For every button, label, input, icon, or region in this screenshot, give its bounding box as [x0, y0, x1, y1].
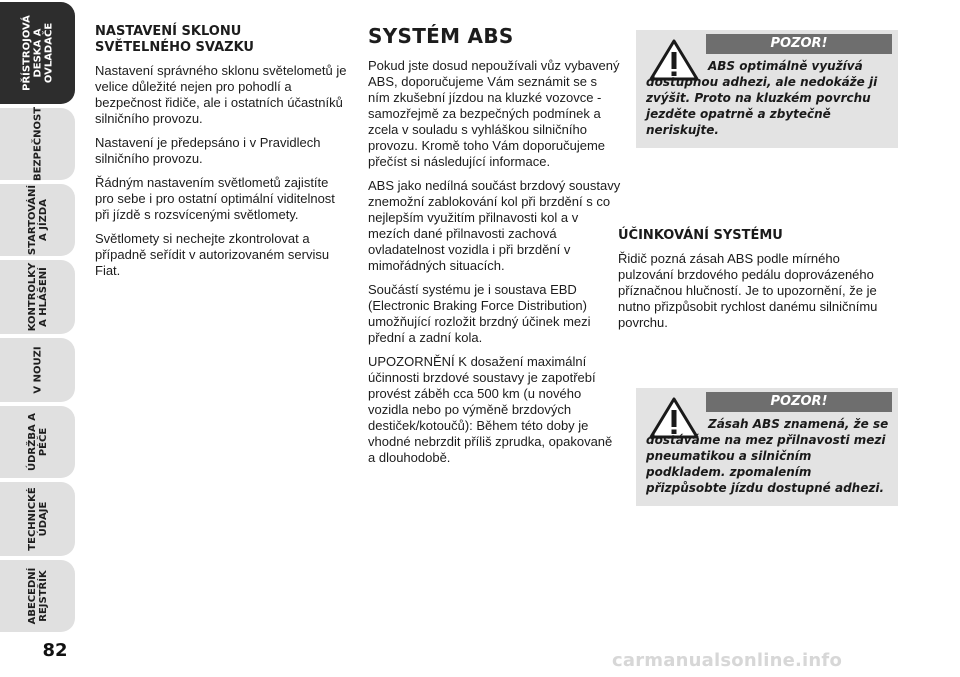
paragraph: UPOZORNĚNÍ K dosažení maximální účinnosti brzdové soustavy je zapotřebí provést záběh cca 500 km (u nového vozidla nebo po výměně brzdových destiček/kotoučů): Během této doby je vhodné nebrzdit příliš zprudka, opakovaně a dlouhodobě.: [368, 354, 613, 465]
tab-startovani[interactable]: [0, 184, 75, 256]
chapter-tabs: [0, 0, 80, 640]
tab-label: TECHNICKÉ ÚDAJE: [26, 487, 49, 551]
paragraph: Pokud jste dosud nepoužívali vůz vybavený ABS, doporučujeme Vám seznámit se s ním zkušební jízdou na kluzké vozovce - samozřejmě za bezpečných podmínek a zcela v souladu s vyhláškou silničního provozu. Kromě toho Vám doporučujeme přečíst si následující informace.: [368, 58, 620, 169]
warning-label: POZOR!: [706, 34, 892, 54]
abs-section: [368, 24, 622, 474]
paragraph: Nastavení správného sklonu světelometů je velice důležité nejen pro pohodlí a bezpečnost řidiče, ale i ostatních účastníků silničního provozu.: [95, 63, 347, 126]
tab-pristrojova-deska[interactable]: [0, 2, 75, 104]
page-title: SYSTÉM ABS: [368, 24, 514, 48]
tab-technicke-udaje[interactable]: [0, 482, 75, 556]
tab-kontrolky[interactable]: [0, 260, 75, 334]
paragraph: Nastavení je předepsáno i v Pravidlech silničního provozu.: [95, 135, 321, 166]
section-heading: NASTAVENÍ SKLONU SVĚTELNÉHO SVAZKU: [95, 24, 254, 55]
paragraph: Řidič pozná zásah ABS podle mírného pulzování brzdového pedálu doprovázeného příznačnou hlučností. Je to upozornění, že je nutno přizpůsobit rychlost danému silničnímu povrchu.: [618, 251, 878, 330]
tab-label: KONTROLKY A HLÁŠENÍ: [26, 262, 49, 332]
tab-label: BEZPEČNOST: [32, 106, 43, 182]
tab-label: PŘÍSTROJOVÁ DESKA A OVLADAČE: [21, 15, 54, 91]
headlight-section: [95, 24, 347, 287]
watermark: carmanualsonline.info: [612, 650, 843, 671]
page-number: 82: [42, 640, 68, 661]
tab-udrzba[interactable]: [0, 406, 75, 478]
paragraph: Světlomety si nechejte zkontrolovat a případně seřídit v autorizovaném servisu Fiat.: [95, 231, 330, 278]
tab-abecedni-rejstrik[interactable]: [0, 560, 75, 632]
warning-box: [636, 388, 898, 506]
tab-label: ÚDRŽBA A PÉČE: [26, 413, 49, 471]
warning-label: POZOR!: [706, 392, 892, 412]
warning-box: [636, 30, 898, 148]
warning-text: ABS optimálně využívá dostupnou adhezi, ale nedokáže ji zvýšit. Proto na kluzkém povrchu jezděte opatrně a zbytečně neriskujte.: [646, 59, 878, 137]
tab-label: ABECEDNÍ REJSTŘÍK: [26, 567, 49, 625]
section-heading: ÚČINKOVÁNÍ SYSTÉMU: [618, 228, 783, 243]
system-function-section: [618, 228, 898, 339]
tab-v-nouzi[interactable]: [0, 338, 75, 402]
tab-label: V NOUZI: [32, 346, 43, 394]
paragraph: Součástí systému je i soustava EBD (Electronic Braking Force Distribution) umožňující rozložit brzdný účinek mezi přední a zadní kola.: [368, 282, 591, 345]
tab-label: STARTOVÁNÍ A JÍZDA: [26, 184, 49, 256]
tab-bezpecnost[interactable]: [0, 108, 75, 180]
warning-text: Zásah ABS znamená, že se dostáváme na mez přilnavosti mezi pneumatikou a silničním podkladem. zpomalením přizpůsobte jízdu dostupné adhezi.: [646, 417, 889, 495]
paragraph: Řádným nastavením světlometů zajistíte pro sebe i pro ostatní optimální viditelnost při jízdě s rozsvícenými světlomety.: [95, 175, 335, 222]
paragraph: ABS jako nedílná součást brzdový soustavy znemožní zablokování kol při brzdění s co nejlepším využitím přilnavosti kol a v mezích dané přilnavosti zachová ovladatelnost vozidla i při brzdění v mimořádných situacích.: [368, 178, 621, 273]
